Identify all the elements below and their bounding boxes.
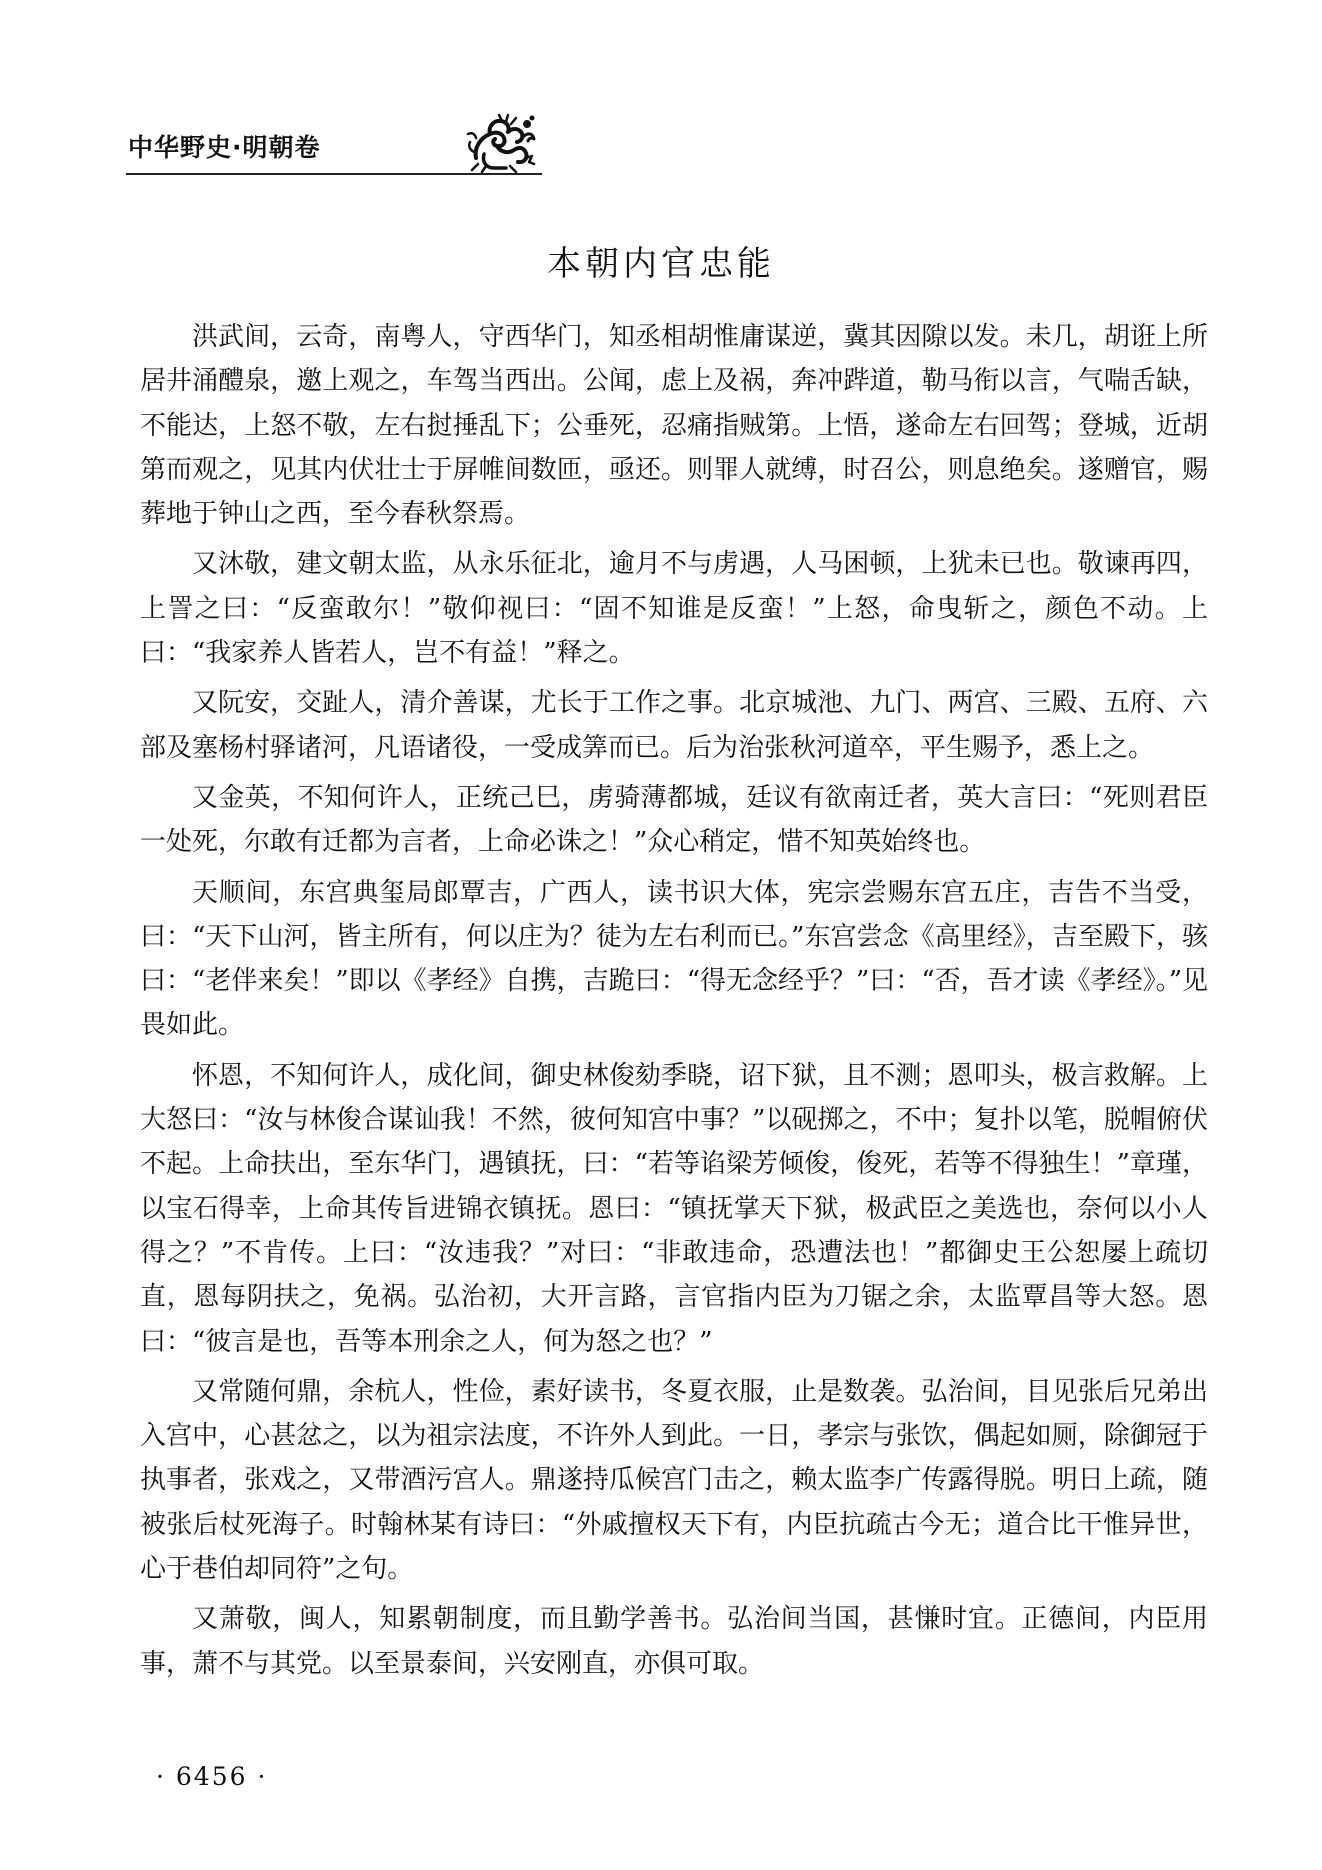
paragraph: 又萧敬，闽人，知累朝制度，而且勤学善书。弘治间当国，甚慊时宜。正德间，内臣用事，萧不与其党。以至景泰间，兴安刚直，亦俱可取。 — [140, 1604, 1208, 1679]
article-title: 本朝内官忠能 — [547, 244, 775, 284]
paragraph: 又沐敬，建文朝太监，从永乐征北，逾月不与虏遇，人马困顿，上犹未已也。敬谏再四，上詈之曰：“反蛮敢尔！”敬仰视曰：“固不知谁是反蛮！”上怒，命曳斩之，颜色不动。上曰：“我家养人皆若人，岂不有益！”释之。 — [140, 549, 1208, 669]
paragraph: 又阮安，交趾人，清介善谋，尤长于工作之事。北京城池、九门、两宫、三殿、五府、六部及塞杨村驿诸河，凡语诸役，一受成筭而已。后为治张秋河道卒，平生赐予，悉上之。 — [140, 688, 1208, 763]
paragraph: 洪武间，云奇，南粤人，守西华门，知丞相胡惟庸谋逆，冀其因隙以发。未几，胡诳上所居井涌醴泉，邀上观之，车驾当西出。公闻，虑上及祸，奔冲跸道，勒马衔以言，气喘舌缺，不能达，上怒不敬，左右挝捶乱下；公垂死，忍痛指贼第。上悟，遂命左右回驾；登城，近胡第而观之，见其内伏壮士于屏帷间数匝，亟还。则罪人就缚，时召公，则息绝矣。遂赠官，赐葬地于钟山之西，至今春秋祭焉。 — [140, 322, 1208, 530]
running-title: 中华野史·明朝卷 — [128, 133, 321, 162]
paragraph: 天顺间，东宫典玺局郎覃吉，广西人，读书识大体，宪宗尝赐东宫五庄，吉告不当受，曰：“天下山河，皆主所有，何以庄为？徒为左右利而已。”东宫尝念《高里经》，吉至殿下，骇曰：“老伴来矣！”即以《孝经》自携，吉跪曰：“得无念经乎？”曰：“否，吾才读《孝经》。”见畏如此。 — [140, 877, 1208, 1041]
dragon-icon — [466, 112, 538, 174]
paragraph: 又常随何鼎，余杭人，性俭，素好读书，冬夏衣服，止是数袭。弘治间，目见张后兄弟出入宫中，心甚忿之，以为祖宗法度，不许外人到此。一日，孝宗与张饮，偶起如厕，除御冠于执事者，张戏之，又带酒污宫人。鼎遂持瓜候宫门击之，赖太监李广传露得脱。明日上疏，随被张后杖死海子。时翰林某有诗曰：“外戚擅权天下有，内臣抗疏古今无；道合比干惟异世，心于巷伯却同符”之句。 — [140, 1376, 1208, 1585]
paragraph: 怀恩，不知何许人，成化间，御史林俊劾季晓，诏下狱，且不测；恩叩头，极言救解。上大怒曰：“汝与林俊合谋讪我！不然，彼何知宫中事？”以砚掷之，不中；复扑以笔，脱帽俯伏不起。上命扶出，至东华门，遇镇抚，曰：“若等谄梁芳倾俊，俊死，若等不得独生！”章瑾，以宝石得幸，上命其传旨进锦衣镇抚。恩曰：“镇抚掌天下狱，极武臣之美选也，奈何以小人得之？”不肯传。上曰：“汝违我？”对曰：“非敢违命，恐遭法也！”都御史王公恕屡上疏切直，恩每阴扶之，免祸。弘治初，大开言路，言官指内臣为刀锯之余，太监覃昌等大怒。恩曰：“彼言是也，吾等本刑余之人，何为怒之也？” — [140, 1060, 1208, 1357]
page-number: · 6456 · — [156, 1762, 268, 1791]
paragraph: 又金英，不知何许人，正统己巳，虏骑薄都城，廷议有欲南迁者，英大言曰：“死则君臣一处死，尔敢有迁都为言者，上命必诛之！”众心稍定，惜不知英始终也。 — [140, 782, 1208, 858]
article-body — [140, 315, 1208, 1692]
